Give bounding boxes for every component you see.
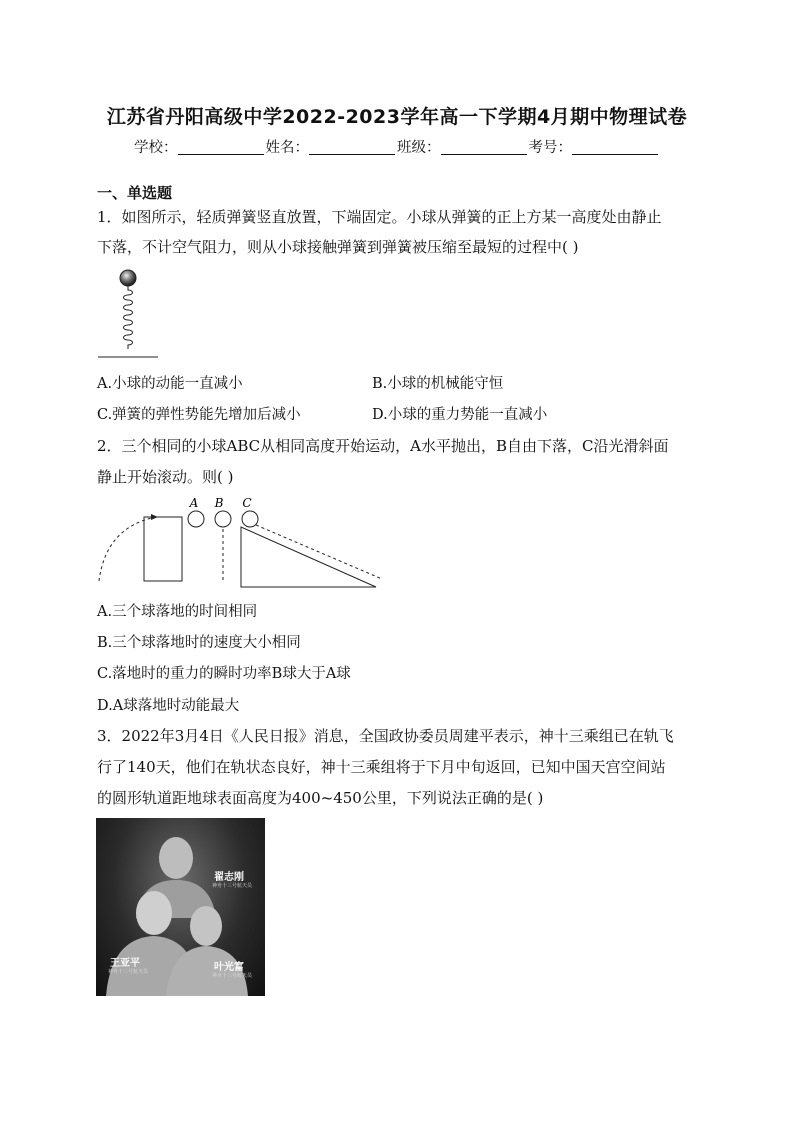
caption-role-1: 神舟十三号航天员 [212,883,253,889]
q2-option-c[interactable]: C.落地时的重力的瞬时功率B球大于A球 [97,666,351,682]
name-blank[interactable] [309,140,395,155]
q2-line-2: 静止开始滚动。则( ) [97,468,234,486]
spring-ball-figure [96,266,160,362]
info-label: 学校： [134,140,178,156]
q1-option-b[interactable]: B.小球的机械能守恒 [372,376,504,392]
info-field-class [397,136,529,157]
astronauts-photo [96,818,265,996]
q1-option-d[interactable]: D.小球的重力势能一直减小 [372,407,548,423]
label-a: A [189,496,199,510]
info-label: 考号： [528,140,572,156]
student-info-row [0,136,794,157]
q2-option-a[interactable]: A.三个球落地的时间相同 [97,604,258,620]
q1-line-1: 1．如图所示，轻质弹簧竖直放置，下端固定。小球从弹簧的正上方某一高度处由静止 [97,208,662,226]
info-field-school [134,136,266,157]
three-balls-figure [96,495,386,591]
class-blank[interactable] [441,140,527,155]
q2-option-d[interactable]: D.A球落地时动能最大 [97,698,240,714]
q3-line-3: 的圆形轨道距地球表面高度为400~450公里，下列说法正确的是( ) [97,789,544,807]
q2-line-1: 2．三个相同的小球ABC从相同高度开始运动，A水平抛出，B自由下落，C沿光滑斜面 [97,437,669,455]
q2-option-b[interactable]: B.三个球落地时的速度大小相同 [97,635,301,651]
q3-line-2: 行了140天，他们在轨状态良好，神十三乘组将于下月中旬返回，已知中国天宫空间站 [97,758,666,776]
info-label: 姓名： [265,140,309,156]
exam-number-blank[interactable] [572,140,658,155]
label-b: B [214,496,224,510]
exam-title: 江苏省丹阳高级中学2022-2023学年高一下学期4月期中物理试卷 [106,106,688,128]
q1-option-a[interactable]: A.小球的动能一直减小 [97,376,243,392]
caption-name-2: 王亚平 [110,958,140,969]
info-label: 班级： [397,140,441,156]
info-field-name [266,136,398,157]
info-field-exam-number [529,136,661,157]
q3-line-1: 3．2022年3月4日《人民日报》消息，全国政协委员周建平表示，神十三乘组已在轨飞 [97,727,674,745]
caption-name-1: 翟志刚 [214,872,244,883]
q1-line-2: 下落，不计空气阻力，则从小球接触弹簧到弹簧被压缩至最短的过程中( ) [97,238,579,256]
label-c: C [242,496,252,510]
caption-role-2: 神舟十三号航天员 [108,969,149,975]
section-heading: 一、单选题 [97,184,173,202]
caption-name-3: 叶光富 [214,962,244,973]
school-blank[interactable] [178,140,264,155]
caption-role-3: 神舟十三号航天员 [212,973,253,979]
q1-option-c[interactable]: C.弹簧的弹性势能先增加后减小 [97,407,301,423]
